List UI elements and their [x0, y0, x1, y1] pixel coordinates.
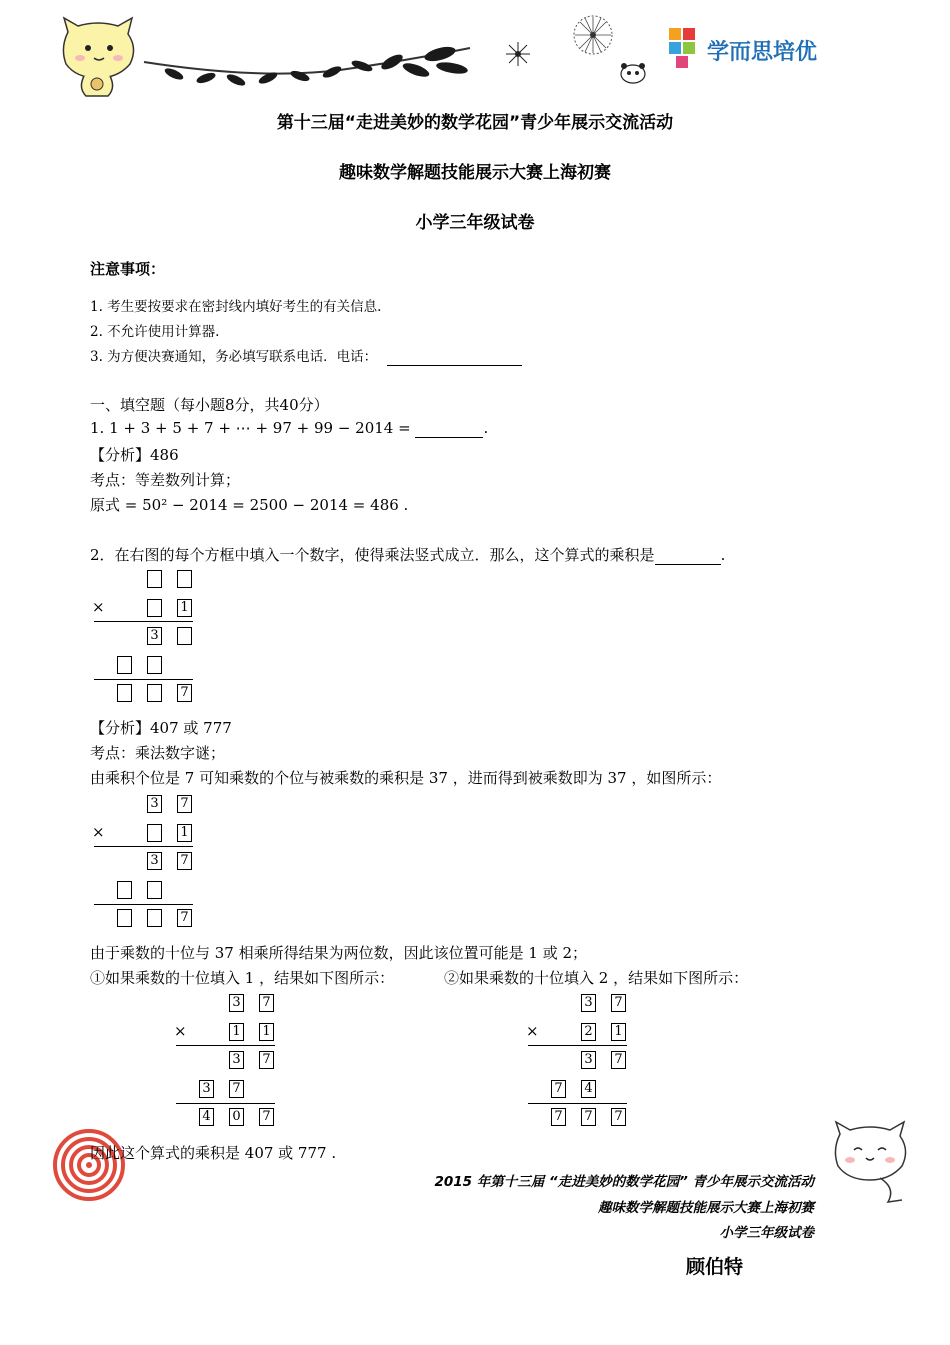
digit-box: 7	[581, 1108, 596, 1126]
footer-line1: 2015 年第十三届 “走进美妙的数学花园” 青少年展示交流活动	[434, 1174, 814, 1190]
brand-logo-icon	[667, 26, 701, 70]
case-1-diagram	[172, 992, 282, 1132]
question-2-text: 2．在右图的每个方框中填入一个数字，使得乘法竖式成立．那么，这个算式的乘积是	[90, 546, 655, 564]
digit-box	[147, 824, 162, 842]
rule-line	[528, 1103, 627, 1104]
digit-box: 3	[147, 627, 162, 645]
section-heading: 一、填空题（每小题8分，共40分）	[90, 396, 329, 414]
rule-line	[528, 1045, 627, 1046]
rule-line	[94, 621, 193, 622]
digit-box: 7	[611, 1051, 626, 1069]
notice-item	[90, 345, 522, 366]
question-1: 1. 1 + 3 + 5 + 7 + ⋯ + 97 + 99 − 2014 = .	[90, 419, 489, 437]
digit-box: 7	[259, 1051, 274, 1069]
digit-box	[147, 881, 162, 899]
footer-line3: 小学三年级试卷	[719, 1225, 814, 1241]
answer-blank	[655, 546, 721, 565]
page-title-line3: 小学三年级试卷	[415, 213, 535, 233]
notice-item: 1. 考生要按要求在密封线内填好考生的有关信息.	[90, 299, 382, 315]
digit-box	[147, 656, 162, 674]
brand-logo	[667, 26, 847, 70]
question-2: 2．在右图的每个方框中填入一个数字，使得乘法竖式成立．那么，这个算式的乘积是 .	[90, 546, 726, 564]
signature: 顾伯特	[686, 1256, 744, 1278]
question-1-text: 1 + 3 + 5 + 7 + ⋯ + 97 + 99 − 2014 =	[109, 419, 411, 437]
cartoon-cat-top-left	[58, 14, 140, 100]
rule-line	[94, 679, 193, 680]
digit-box: 7	[177, 852, 192, 870]
step-diagram	[90, 793, 200, 933]
digit-box: 4	[199, 1108, 214, 1126]
page-title-line1: 第十三届“走进美妙的数学花园”青少年展示交流活动	[276, 113, 674, 133]
digit-box	[147, 599, 162, 617]
answer-blank	[415, 419, 483, 438]
question-1-point: 考点：等差数列计算；	[90, 471, 241, 489]
case-1-label: ①如果乘数的十位填入 1 ，结果如下图所示：	[90, 969, 395, 987]
digit-box	[117, 684, 132, 702]
digit-box	[147, 570, 162, 588]
question-1-number: 1.	[90, 419, 105, 437]
digit-box: 1	[177, 599, 192, 617]
digit-box: 3	[229, 1051, 244, 1069]
rule-line	[94, 904, 193, 905]
times-sign: ×	[92, 598, 105, 616]
question-2-analysis: 【分析】407 或 777	[90, 719, 232, 737]
brand-name: 学而思培优	[707, 40, 818, 65]
digit-box: 3	[229, 994, 244, 1012]
digit-box: 7	[611, 994, 626, 1012]
notice-item-text: 3. 为方便决赛通知，务必填写联系电话．电话：	[90, 349, 378, 365]
digit-box: 7	[259, 994, 274, 1012]
cartoon-panda-icon	[618, 60, 648, 84]
digit-box: 1	[229, 1023, 244, 1041]
puzzle-diagram	[90, 568, 200, 708]
digit-box	[147, 684, 162, 702]
digit-box: 7	[229, 1080, 244, 1098]
digit-box: 7	[177, 684, 192, 702]
digit-box	[147, 909, 162, 927]
question-1-analysis: 【分析】486	[90, 446, 179, 464]
rule-line	[94, 846, 193, 847]
digit-box: 7	[177, 909, 192, 927]
question-2-reasoning: 由于乘数的十位与 37 相乘所得结果为两位数，因此该位置可能是 1 或 2；	[90, 944, 588, 962]
digit-box: 7	[551, 1080, 566, 1098]
digit-box	[177, 570, 192, 588]
digit-box	[117, 881, 132, 899]
digit-box: 3	[199, 1080, 214, 1098]
footer-line2: 趣味数学解题技能展示大赛上海初赛	[598, 1200, 814, 1216]
case-2-label: ②如果乘数的十位填入 2 ，结果如下图所示：	[444, 969, 749, 987]
leaf-vine-decoration	[140, 40, 475, 92]
digit-box: 7	[259, 1108, 274, 1126]
dandelion-small-icon	[504, 40, 532, 68]
digit-box: 1	[177, 824, 192, 842]
digit-box: 1	[259, 1023, 274, 1041]
digit-box: 4	[581, 1080, 596, 1098]
times-sign: ×	[174, 1022, 187, 1040]
digit-box: 1	[611, 1023, 626, 1041]
digit-box: 3	[147, 795, 162, 813]
dandelion-large-icon	[572, 14, 614, 56]
rule-line	[176, 1103, 275, 1104]
notice-heading: 注意事项：	[90, 260, 166, 278]
case-2-diagram	[524, 992, 634, 1132]
red-spiral-icon	[52, 1128, 126, 1202]
digit-box	[117, 909, 132, 927]
times-sign: ×	[526, 1022, 539, 1040]
rule-line	[176, 1045, 275, 1046]
question-2-point: 考点：乘法数字谜；	[90, 744, 226, 762]
page-title-line2: 趣味数学解题技能展示大赛上海初赛	[339, 163, 611, 183]
phone-blank	[387, 349, 522, 366]
digit-box: 2	[581, 1023, 596, 1041]
digit-box: 7	[551, 1108, 566, 1126]
digit-box: 3	[581, 1051, 596, 1069]
digit-box: 3	[147, 852, 162, 870]
digit-box: 7	[611, 1108, 626, 1126]
question-2-conclusion: 因此这个算式的乘积是 407 或 777 .	[90, 1144, 337, 1162]
digit-box: 7	[177, 795, 192, 813]
question-2-reasoning: 由乘积个位是 7 可知乘数的个位与被乘数的乘积是 37 ，进而得到被乘数即为 37 ，如图所示：	[90, 769, 722, 787]
times-sign: ×	[92, 823, 105, 841]
notice-item: 2. 不允许使用计算器.	[90, 324, 220, 340]
question-1-solution: 原式 = 50² − 2014 = 2500 − 2014 = 486 .	[90, 496, 409, 514]
digit-box: 3	[581, 994, 596, 1012]
digit-box: 0	[229, 1108, 244, 1126]
digit-box	[177, 627, 192, 645]
digit-box	[117, 656, 132, 674]
cartoon-cat-bottom-right	[826, 1118, 914, 1206]
